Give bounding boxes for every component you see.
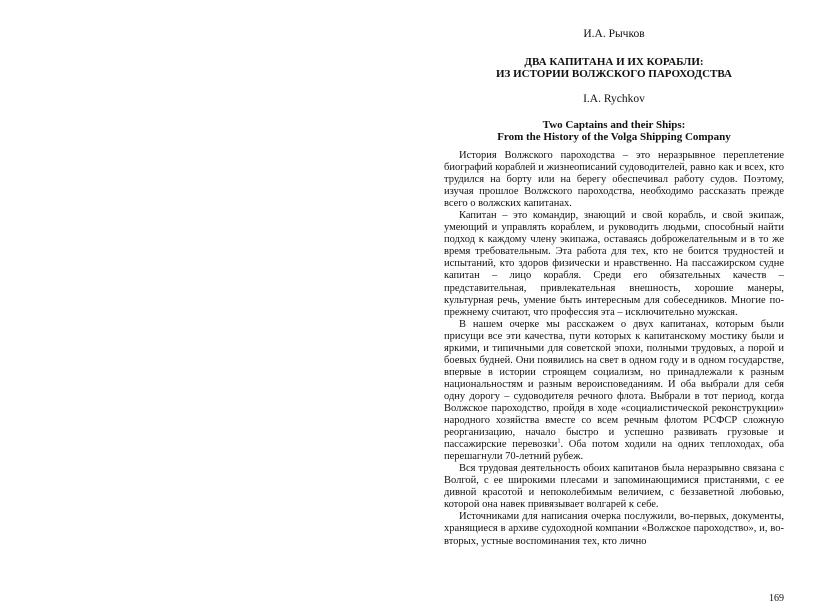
paragraph-3-part-1: В нашем очерке мы расскажем о двух капитанах, которым были присущи все эти качества, пути которых к капитанскому мостику были и яркими, и типичными для советской эпохи, полными трудовых, а порой и боевых будней. Они появились на свет в одном году и в одном государстве, впервые в истории строящем социализм, но принадлежали к разным национальностям и разным вероисповеданиям. И оба выбрали для себя одну дорогу – судоводителя речного флота. Выбрали в тот период, когда Волжское пароходство, пройдя в ходе «социалистической реконструкции» народного хозяйства вместе со всем речным флотом РСФСР сложную реорганизацию, начало быстро и успешно развивать грузовые и пассажирские перевозки [444,318,784,451]
paragraph-3 [444,319,784,464]
author-russian: И.А. Рычков [583,28,645,40]
paragraph-3-part-2: . Оба потом ходили на одних теплоходах, оба перешагнули 70-летний рубеж. [444,439,784,463]
paragraph-4: Вся трудовая деятельность обоих капитанов была неразрывно связана с Волгой, с ее широкими плесами и запоминающимися пристанями, с ее дивной красотой и непоколебимым величием, с беззаветной любовью, которой она навек привязывает волгарей к себе. [444,463,784,511]
article-body [444,150,784,548]
page-number: 169 [769,593,784,604]
title-english [444,119,784,143]
paper-page [444,0,784,609]
author-english: I.A. Rychkov [583,93,645,105]
title-russian-line-1: ДВА КАПИТАНА И ИХ КОРАБЛИ: [524,56,704,68]
footnote-marker: 1 [557,438,561,445]
title-russian [444,56,784,80]
title-english-line-1: Two Captains and their Ships: [542,119,686,131]
title-russian-line-2: ИЗ ИСТОРИИ ВОЛЖСКОГО ПАРОХОДСТВА [495,68,732,80]
title-english-line-2: From the History of the Volga Shipping Company [497,131,731,143]
paragraph-2: Капитан – это командир, знающий и свой корабль, и свой экипаж, умеющий и управлять кораблем, и руководить людьми, способный найти подход к каждому члену экипажа, оставаясь доброжелательным и в то же время требовательным. Эта работа для тех, кто не боится трудностей и испытаний, кто здоров физически и нравственно. На пассажирском судне капитан – лицо корабля. Среди его обязательных качеств – представительная, привлекательная внешность, хорошие манеры, культурная речь, умение быть интересным для собеседников. Многие по-прежнему считают, что профессия эта – исключительно мужская. [444,210,784,318]
paragraph-1: История Волжского пароходства – это неразрывное переплетение биографий кораблей и жизнеописаний судоводителей, равно как и всех, кто трудился на борту или на берегу обеспечивал работу судов. Поэтому, изучая прошлое Волжского пароходства, необходимо рассказать прежде всего о волжских капитанах. [444,150,784,210]
paragraph-5: Источниками для написания очерка послужили, во-первых, документы, хранящиеся в архиве судоходной компании «Волжское пароходство», и, во-вторых, устные воспоминания тех, кто лично [444,511,784,547]
